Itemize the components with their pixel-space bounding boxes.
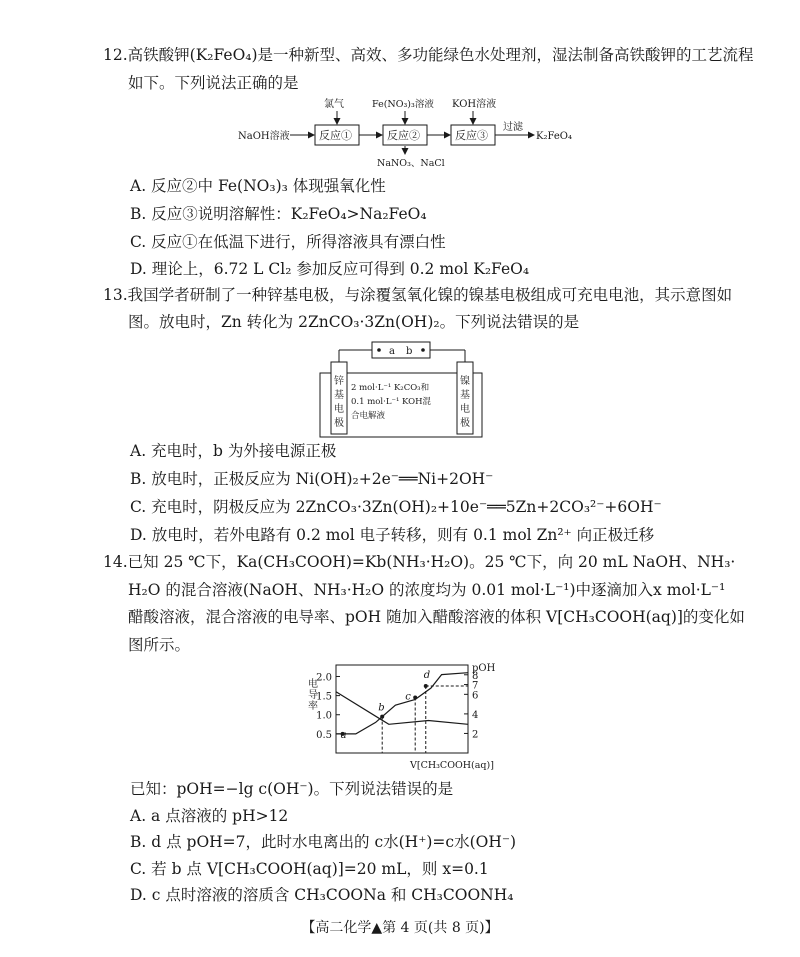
q13-stem-line1: 13.我国学者研制了一种锌基电极，与涂覆氢氧化镍的镍基电极组成可充电电池，其示意图如 bbox=[103, 286, 733, 304]
electrolyte-line-2: 0.1 mol·L⁻¹ KOH混 bbox=[351, 397, 432, 407]
terminal-a: a bbox=[389, 346, 395, 357]
right-tick-label-0: 2 bbox=[472, 729, 479, 741]
right-tick-label-1: 4 bbox=[472, 709, 479, 721]
q14-option-d: D. c 点时溶液的溶质含 CH₃COONa 和 CH₃COONH₄ bbox=[130, 886, 514, 904]
left-tick-label-1: 1.0 bbox=[316, 710, 332, 722]
point-label-a: a bbox=[340, 729, 347, 741]
plot-frame bbox=[336, 665, 468, 753]
nickel-electrode-char-4: 极 bbox=[460, 418, 470, 429]
q14-option-c: C. 若 b 点 V[CH₃COOH(aq)]=20 mL，则 x=0.1 bbox=[130, 860, 489, 878]
left-tick-label-3: 2.0 bbox=[316, 672, 332, 684]
zinc-electrode-char-1: 锌 bbox=[334, 376, 344, 387]
flow-input: NaOH溶液 bbox=[238, 131, 290, 142]
nickel-electrode-char-3: 电 bbox=[460, 404, 470, 415]
flow-product: K₂FeO₄ bbox=[536, 131, 572, 142]
flow-reaction-1: 反应① bbox=[319, 129, 352, 142]
q13-option-d: D. 放电时，若外电路有 0.2 mol 电子转移，则有 0.1 mol Zn²⁺ 向正极迁移 bbox=[130, 526, 655, 544]
q14-chart bbox=[300, 657, 520, 773]
q14-stem-line4: 图所示。 bbox=[128, 636, 191, 654]
q13-option-a: A. 充电时，b 为外接电源正极 bbox=[130, 442, 337, 460]
xlabel: V[CH₃COOH(aq)] bbox=[410, 760, 494, 771]
flow-koh-solution: KOH溶液 bbox=[452, 99, 497, 110]
q14-stem-line3: 醋酸溶液，混合溶液的电导率、pOH 随加入醋酸溶液的体积 V[CH₃COOH(aq)]的变化如 bbox=[128, 608, 745, 626]
left-tick-label-2: 1.5 bbox=[316, 691, 332, 703]
point-label-b: b bbox=[378, 702, 385, 714]
q12-flowchart bbox=[230, 96, 610, 172]
q14-stem-line1: 14.已知 25 ℃下，Ka(CH₃COOH)=Kb(NH₃·H₂O)。25 ℃下，向 20 mL NaOH、NH₃· bbox=[103, 553, 736, 571]
ylabel: 电导率 bbox=[308, 679, 318, 712]
q12-stem-line1: 12.高铁酸钾(K₂FeO₄)是一种新型、高效、多功能绿色水处理剂，湿法制备高铁酸钾的工艺流程 bbox=[103, 46, 754, 64]
page-footer: 【高二化学▲第 4 页(共 8 页)】 bbox=[301, 920, 499, 936]
y2label: pOH bbox=[472, 663, 496, 674]
zinc-electrode-char-3: 电 bbox=[334, 404, 344, 415]
point-label-c: c bbox=[405, 691, 411, 703]
nickel-electrode-char-2: 基 bbox=[460, 390, 470, 401]
right-tick-label-2: 6 bbox=[472, 690, 479, 702]
q13-option-c: C. 充电时，阴极反应为 2ZnCO₃·3Zn(OH)₂+10e⁻══5Zn+2CO₃²⁻+6OH⁻ bbox=[130, 498, 662, 516]
right-tick-label-3: 7 bbox=[472, 680, 479, 692]
point-label-d: d bbox=[423, 670, 431, 682]
electrolyte-line-3: 合电解液 bbox=[351, 411, 386, 421]
q12-stem-line2: 如下。下列说法正确的是 bbox=[128, 74, 299, 92]
flow-oxygen: 氯气 bbox=[324, 99, 344, 110]
zinc-electrode-char-4: 极 bbox=[334, 418, 344, 429]
q14-stem-line2: H₂O 的混合溶液(NaOH、NH₃·H₂O 的浓度均为 0.01 mol·L⁻¹)中逐滴加入x mol·L⁻¹ bbox=[128, 581, 726, 599]
q12-option-b: B. 反应③说明溶解性：K₂FeO₄>Na₂FeO₄ bbox=[130, 205, 427, 223]
right-tick-label-4: 8 bbox=[472, 670, 479, 682]
flow-reaction-3: 反应③ bbox=[455, 129, 488, 142]
q13-battery-diagram bbox=[318, 336, 488, 440]
q13-option-b: B. 放电时，正极反应为 Ni(OH)₂+2e⁻══Ni+2OH⁻ bbox=[130, 470, 494, 488]
flow-reaction-2: 反应② bbox=[387, 129, 420, 142]
electrolyte-line-1: 2 mol·L⁻¹ K₂CO₃和 bbox=[351, 383, 430, 393]
nickel-electrode-char-1: 镍 bbox=[460, 376, 470, 387]
flow-byproduct: NaNO₃、NaCl bbox=[377, 158, 445, 169]
q12-option-d: D. 理论上，6.72 L Cl₂ 参加反应可得到 0.2 mol K₂FeO₄ bbox=[130, 260, 530, 278]
q14-option-b: B. d 点 pOH=7，此时水电离出的 c水(H⁺)=c水(OH⁻) bbox=[130, 833, 517, 851]
q14-option-a: A. a 点溶液的 pH>12 bbox=[130, 807, 289, 825]
terminal-b: b bbox=[406, 346, 413, 357]
series-line-1 bbox=[336, 692, 468, 725]
q14-note: 已知：pOH=−lg c(OH⁻)。下列说法错误的是 bbox=[130, 780, 454, 798]
q13-stem-line2: 图。放电时，Zn 转化为 2ZnCO₃·3Zn(OH)₂。下列说法错误的是 bbox=[128, 313, 580, 331]
left-tick-label-0: 0.5 bbox=[316, 729, 332, 741]
flow-filter: 过滤 bbox=[503, 122, 523, 133]
flow-fe-solution: Fe(NO₃)₃溶液 bbox=[372, 99, 434, 110]
q12-option-a: A. 反应②中 Fe(NO₃)₃ 体现强氧化性 bbox=[130, 177, 386, 195]
q12-option-c: C. 反应①在低温下进行，所得溶液具有漂白性 bbox=[130, 233, 446, 251]
zinc-electrode-char-2: 基 bbox=[334, 390, 344, 401]
